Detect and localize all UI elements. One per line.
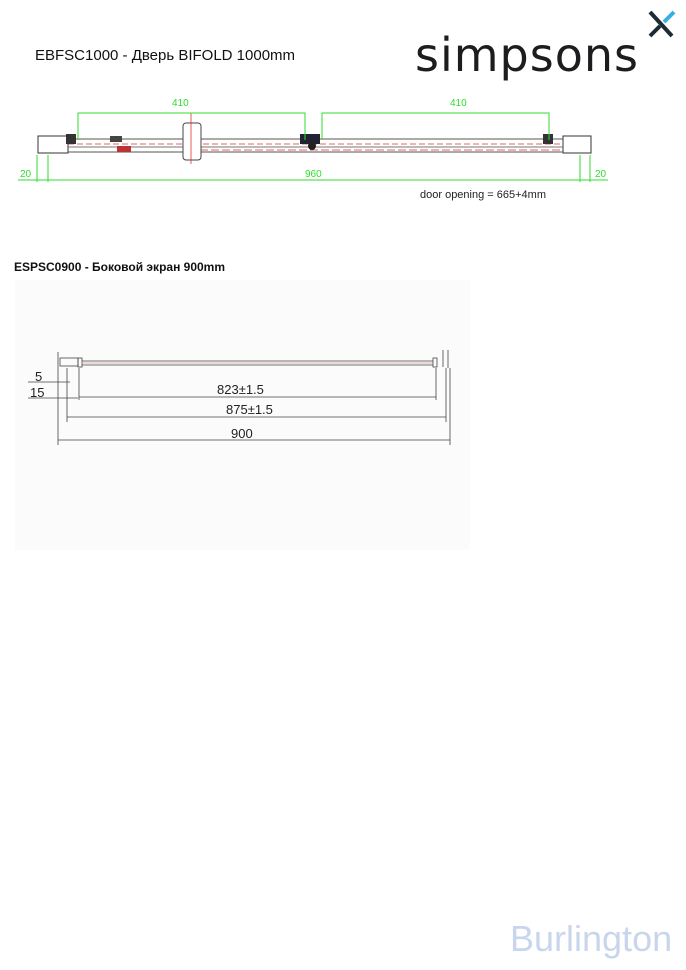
dim-15: 15 [30,385,45,400]
dim-left-panel: 410 [172,98,189,109]
burlington-watermark: Burlington [510,918,673,959]
dim-total-960: 960 [305,169,322,180]
logo-x-icon [650,12,674,36]
screen-title: ESPSC0900 - Боковой экран 900mm [14,260,226,274]
dim-5: 5 [35,369,43,384]
dim-glass: 823±1.5 [217,382,264,397]
dim-total-900: 900 [231,426,253,441]
dim-left-offset: 20 [20,169,32,180]
dim-right-panel: 410 [450,98,467,109]
bifold-door-plan [38,113,591,164]
dim-right-offset: 20 [595,169,607,180]
door-title: EBFSC1000 - Дверь BIFOLD 1000mm [35,47,296,64]
dim-inner: 875±1.5 [226,402,273,417]
door-opening-note: door opening = 665+4mm [420,189,546,201]
simpsons-logo: simpsons [415,28,639,82]
